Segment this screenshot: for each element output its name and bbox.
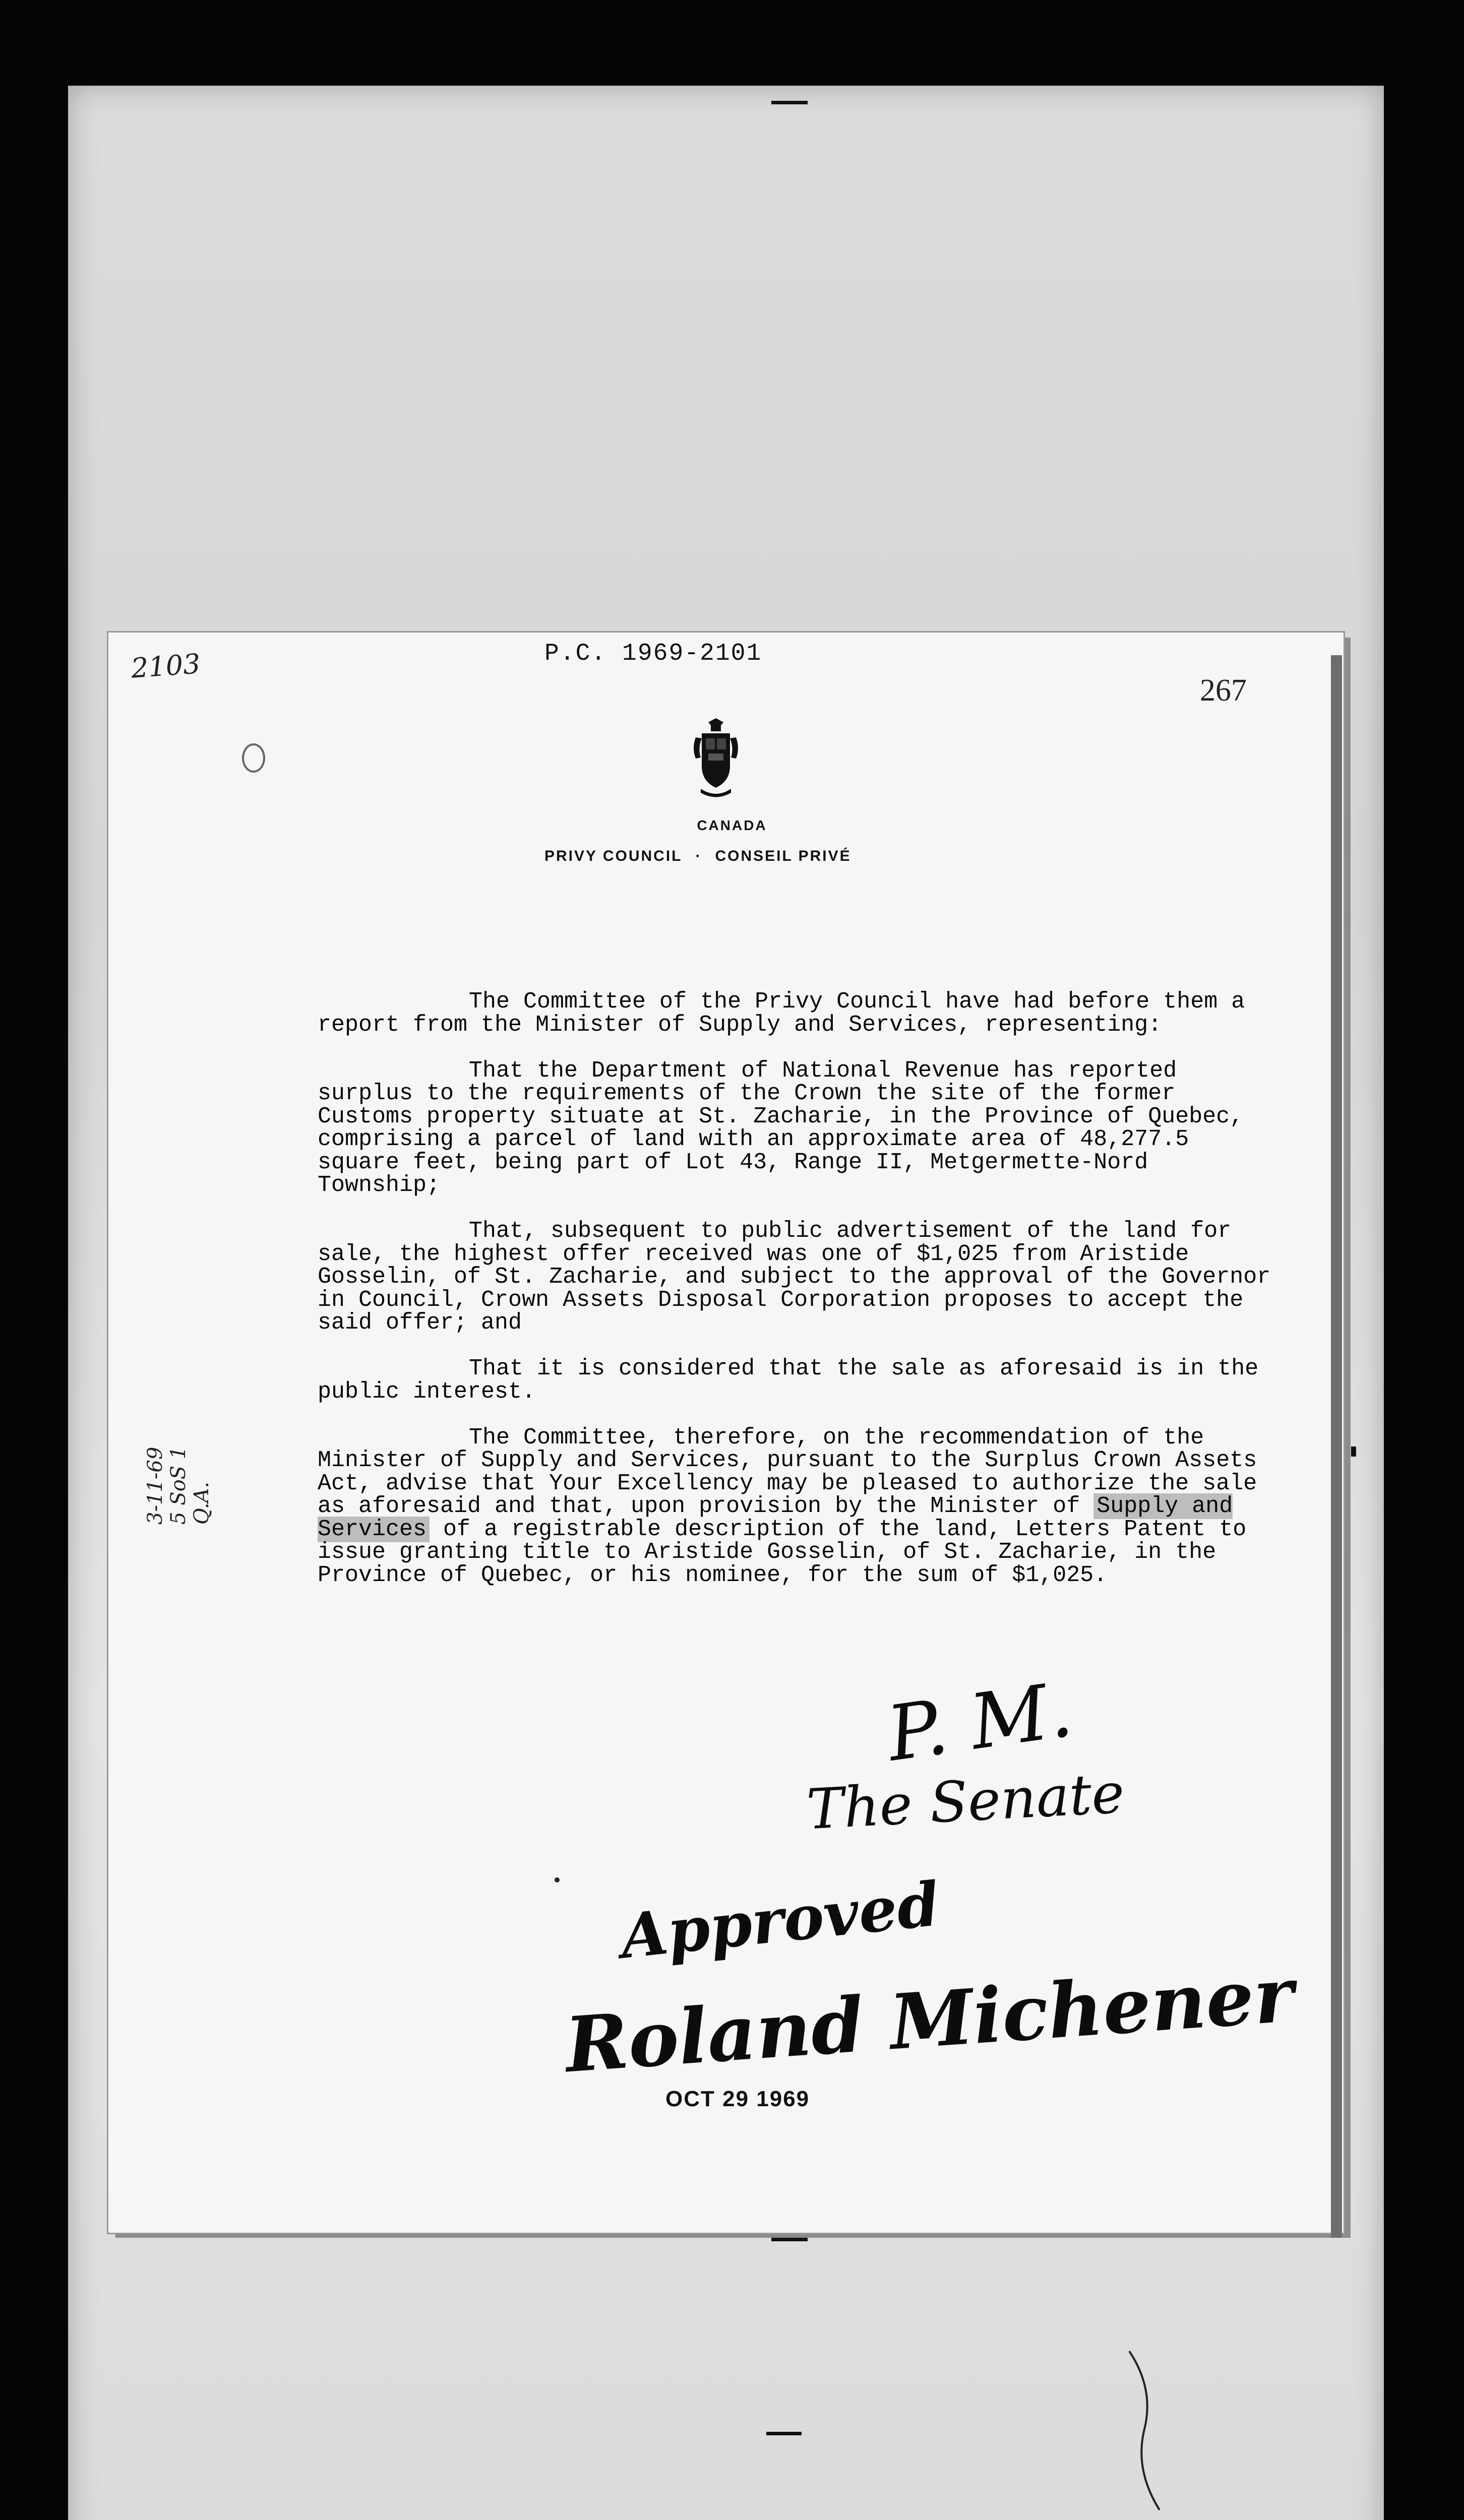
- coat-of-arms-icon: [681, 718, 751, 801]
- recommendation-text-after: of a registrable description of the land, Letters Patent to issue granting title to Aristide Gosselin, of St. Zacharie, in the Province of Quebec, or his nominee, for the sum of $1,025.: [318, 1516, 1247, 1588]
- paragraph-recommendation: [318, 1426, 1275, 1587]
- frame-tick-low: [766, 2432, 802, 2435]
- paragraph-interest: That it is considered that the sale as aforesaid is in the public interest.: [318, 1356, 1259, 1405]
- council-separator: ·: [695, 848, 702, 864]
- council-en: PRIVY COUNCIL: [544, 848, 683, 864]
- council-fr: CONSEIL PRIVÉ: [715, 848, 851, 864]
- header-country: CANADA: [697, 817, 767, 833]
- paragraph-preamble: The Committee of the Privy Council have had before them a report from the Minister of Supply and Services, representing:: [318, 989, 1245, 1038]
- highlighted-minister: Supply and Services: [318, 1493, 1233, 1542]
- recommendation-text-before: The Committee, therefore, on the recommendation of the Minister of Supply and Services, pursuant to the Surplus Crown Assets Act, advise that Your Excellency may be pleased to authorize the sale as aforesaid and that, upon provision by the Minister of: [318, 1424, 1257, 1519]
- film-scratch: [1124, 2349, 1165, 2515]
- frame-tick-mid: [771, 2238, 808, 2241]
- frame-tick-top: [771, 101, 808, 104]
- ink-speck: [555, 1877, 560, 1882]
- date-stamp: OCT 29 1969: [665, 2087, 810, 2111]
- signature-initials: P. M.: [882, 1666, 1078, 1779]
- approved-annotation: Approved: [617, 1868, 943, 1973]
- folio-number: 267: [1200, 673, 1247, 708]
- order-body: [318, 990, 1275, 1587]
- punch-hole: [242, 743, 265, 773]
- governor-general-signature: Roland Michener: [562, 1950, 1297, 2090]
- handwritten-number: 2103: [130, 648, 202, 684]
- margin-note: 3-11-69 5 SoS 1 Q.A.: [144, 1446, 213, 1525]
- paragraph-surplus: That the Department of National Revenue has reported surplus to the requirements of the Crown the site of the former Customs property situate at St. Zacharie, in the Province of Quebec, comprising a parcel of land with an approximate area of 48,277.5 square feet, being part of Lot 43, Range II, Metgermette-Nord Township;: [318, 1057, 1244, 1198]
- pc-number: P.C. 1969-2101: [544, 640, 762, 667]
- signature-senate: The Senate: [805, 1760, 1126, 1842]
- header-council: [544, 848, 851, 865]
- paragraph-offer: That, subsequent to public advertisement of the land for sale, the highest offer received was one of $1,025 from Aristide Gosselin, of St. Zacharie, and subject to the approval of the Governor in Council, Crown Assets Disposal Corporation proposes to accept the said offer; and: [318, 1218, 1271, 1336]
- frame-tick-side: [1351, 1446, 1356, 1457]
- page-edge-shadow: [1331, 655, 1342, 2238]
